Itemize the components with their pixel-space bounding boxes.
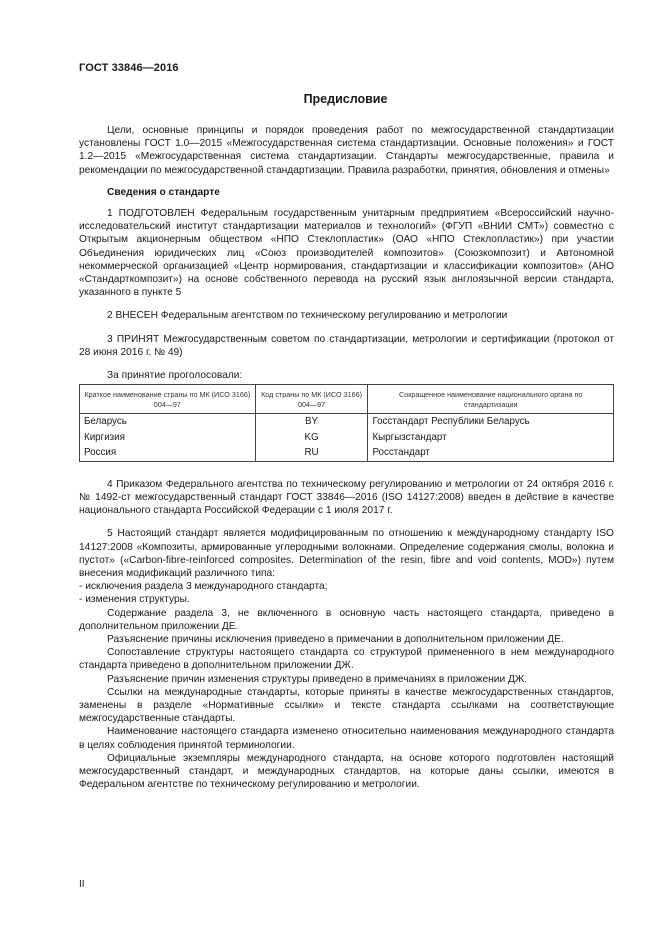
- page-title: Предисловие: [303, 92, 388, 106]
- intro-paragraph: Цели, основные принципы и порядок проведения работ по межгосударственной стандартизации установлены ГОСТ 1.0—2015 «Межгосударственная система стандартизации. Основные положения» и ГОСТ 1.2—2015 «Межгосударственная система стандартизации. Стандарты межгосударственные, правила и рекомендации по межгосударственной стандартизации. Правила разработки, принятия, обновления и отмены»: [79, 125, 614, 176]
- paragraph: Сопоставление структуры настоящего стандарта со структурой примененного в нем международного стандарта приведено в дополнительном приложении ДЖ.: [79, 647, 614, 672]
- item-order: 4 Приказом Федерального агентства по техническому регулированию и метрологии от 24 октября 2016 г. № 1492-ст межгосударственный стандарт ГОСТ 33846—2016 (ISO 14127:2008) введен в действие в качестве национального стандарта Российской Федерации с 1 июля 2017 г.: [79, 478, 614, 517]
- section-subheading: Сведения о стандарте: [107, 186, 220, 198]
- table-row: [80, 414, 614, 430]
- page-number: II: [79, 879, 85, 890]
- cell-body: Росстандарт: [368, 445, 614, 461]
- header-country-name: Краткое наименование страны по МК (ИСО 3166) 004—97: [80, 385, 256, 414]
- cell-body: Госстандарт Республики Беларусь: [368, 414, 614, 430]
- cell-code: BY: [255, 414, 368, 430]
- document-header-code: ГОСТ 33846—2016: [79, 62, 179, 74]
- table-row: [80, 445, 614, 461]
- voted-label: За принятие проголосовали:: [107, 370, 243, 382]
- voting-table-wrapper: [79, 384, 614, 462]
- paragraph: Содержание раздела 3, не включенного в основную часть настоящего стандарта, приведено в дополнительном приложении ДЕ.: [79, 607, 614, 632]
- cell-code: RU: [255, 445, 368, 461]
- cell-country: Россия: [80, 445, 256, 461]
- paragraph: Официальные экземпляры международного стандарта, на основе которого подготовлен настоящий межгосударственный стандарт, и международных стандартов, на которые даны ссылки, имеются в Федеральном агентстве по техническому регулированию и метрологии.: [79, 752, 614, 791]
- item-introduced: 2 ВНЕСЕН Федеральным агентством по техническому регулированию и метрологии: [107, 310, 508, 322]
- voting-table: [79, 384, 614, 462]
- cell-body: Кыргызстандарт: [368, 430, 614, 446]
- table-row: [80, 430, 614, 446]
- paragraph: Ссылки на международные стандарты, которые приняты в качестве межгосударственных стандартов, заменены в разделе «Нормативные ссылки» и тексте стандарта ссылками на соответствующие межгосударственные стандарты.: [79, 686, 614, 725]
- header-country-code: Код страны по МК (ИСО 3166) 004—97: [255, 385, 368, 414]
- cell-code: KG: [255, 430, 368, 446]
- paragraph: Наименование настоящего стандарта изменено относительно наименования международного стандарта в целях соблюдения принятой терминологии.: [79, 726, 614, 751]
- cell-country: Беларусь: [80, 414, 256, 430]
- cell-country: Киргизия: [80, 430, 256, 446]
- mod-list-item: - изменения структуры.: [79, 594, 190, 606]
- item-adopted: 3 ПРИНЯТ Межгосударственным советом по стандартизации, метрологии и сертификации (протокол от 28 июня 2016 г. № 49): [79, 333, 614, 358]
- mod-list-item: - исключения раздела 3 международного стандарта;: [79, 581, 328, 593]
- header-standards-body: Сокращенное наименование национального органа по стандартизации: [368, 385, 614, 414]
- document-body: [79, 124, 614, 791]
- item-prepared: 1 ПОДГОТОВЛЕН Федеральным государственным унитарным предприятием «Всероссийский научно-исследовательский институт стандартизации материалов и технологий» (ФГУП «ВНИИ СМТ») совместно с Открытым акционерным обществом «НПО Стеклопластик» (ОАО «НПО Стеклопластик») при участии Объединения юридических лиц «Союз производителей композитов» (Союзкомпозит) и Автономной некоммерческой организацией «Центр нормирования, стандартизации и классификации композитов» (АНО «Стандарткомпозит») на основе собственного перевода на русский язык англоязычной версии стандарта, указанного в пункте 5: [79, 208, 614, 299]
- table-header-row: [80, 385, 614, 414]
- item-modified: 5 Настоящий стандарт является модифицированным по отношению к международному стандарту ISO 14127:2008 «Композиты, армированные углеродными волокнами. Определение содержания смолы, волокна и пустот» («Carbon-fibre-reinforced composites. Determination of the resin, fibre and void contents, MOD») путем внесения модификаций различного типа:: [79, 528, 614, 579]
- paragraph: Разъяснение причин изменения структуры приведено в примечаниях в приложении ДЖ.: [107, 673, 528, 685]
- paragraph: Разъяснение причины исключения приведено в примечании в дополнительном приложении ДЕ.: [107, 633, 564, 645]
